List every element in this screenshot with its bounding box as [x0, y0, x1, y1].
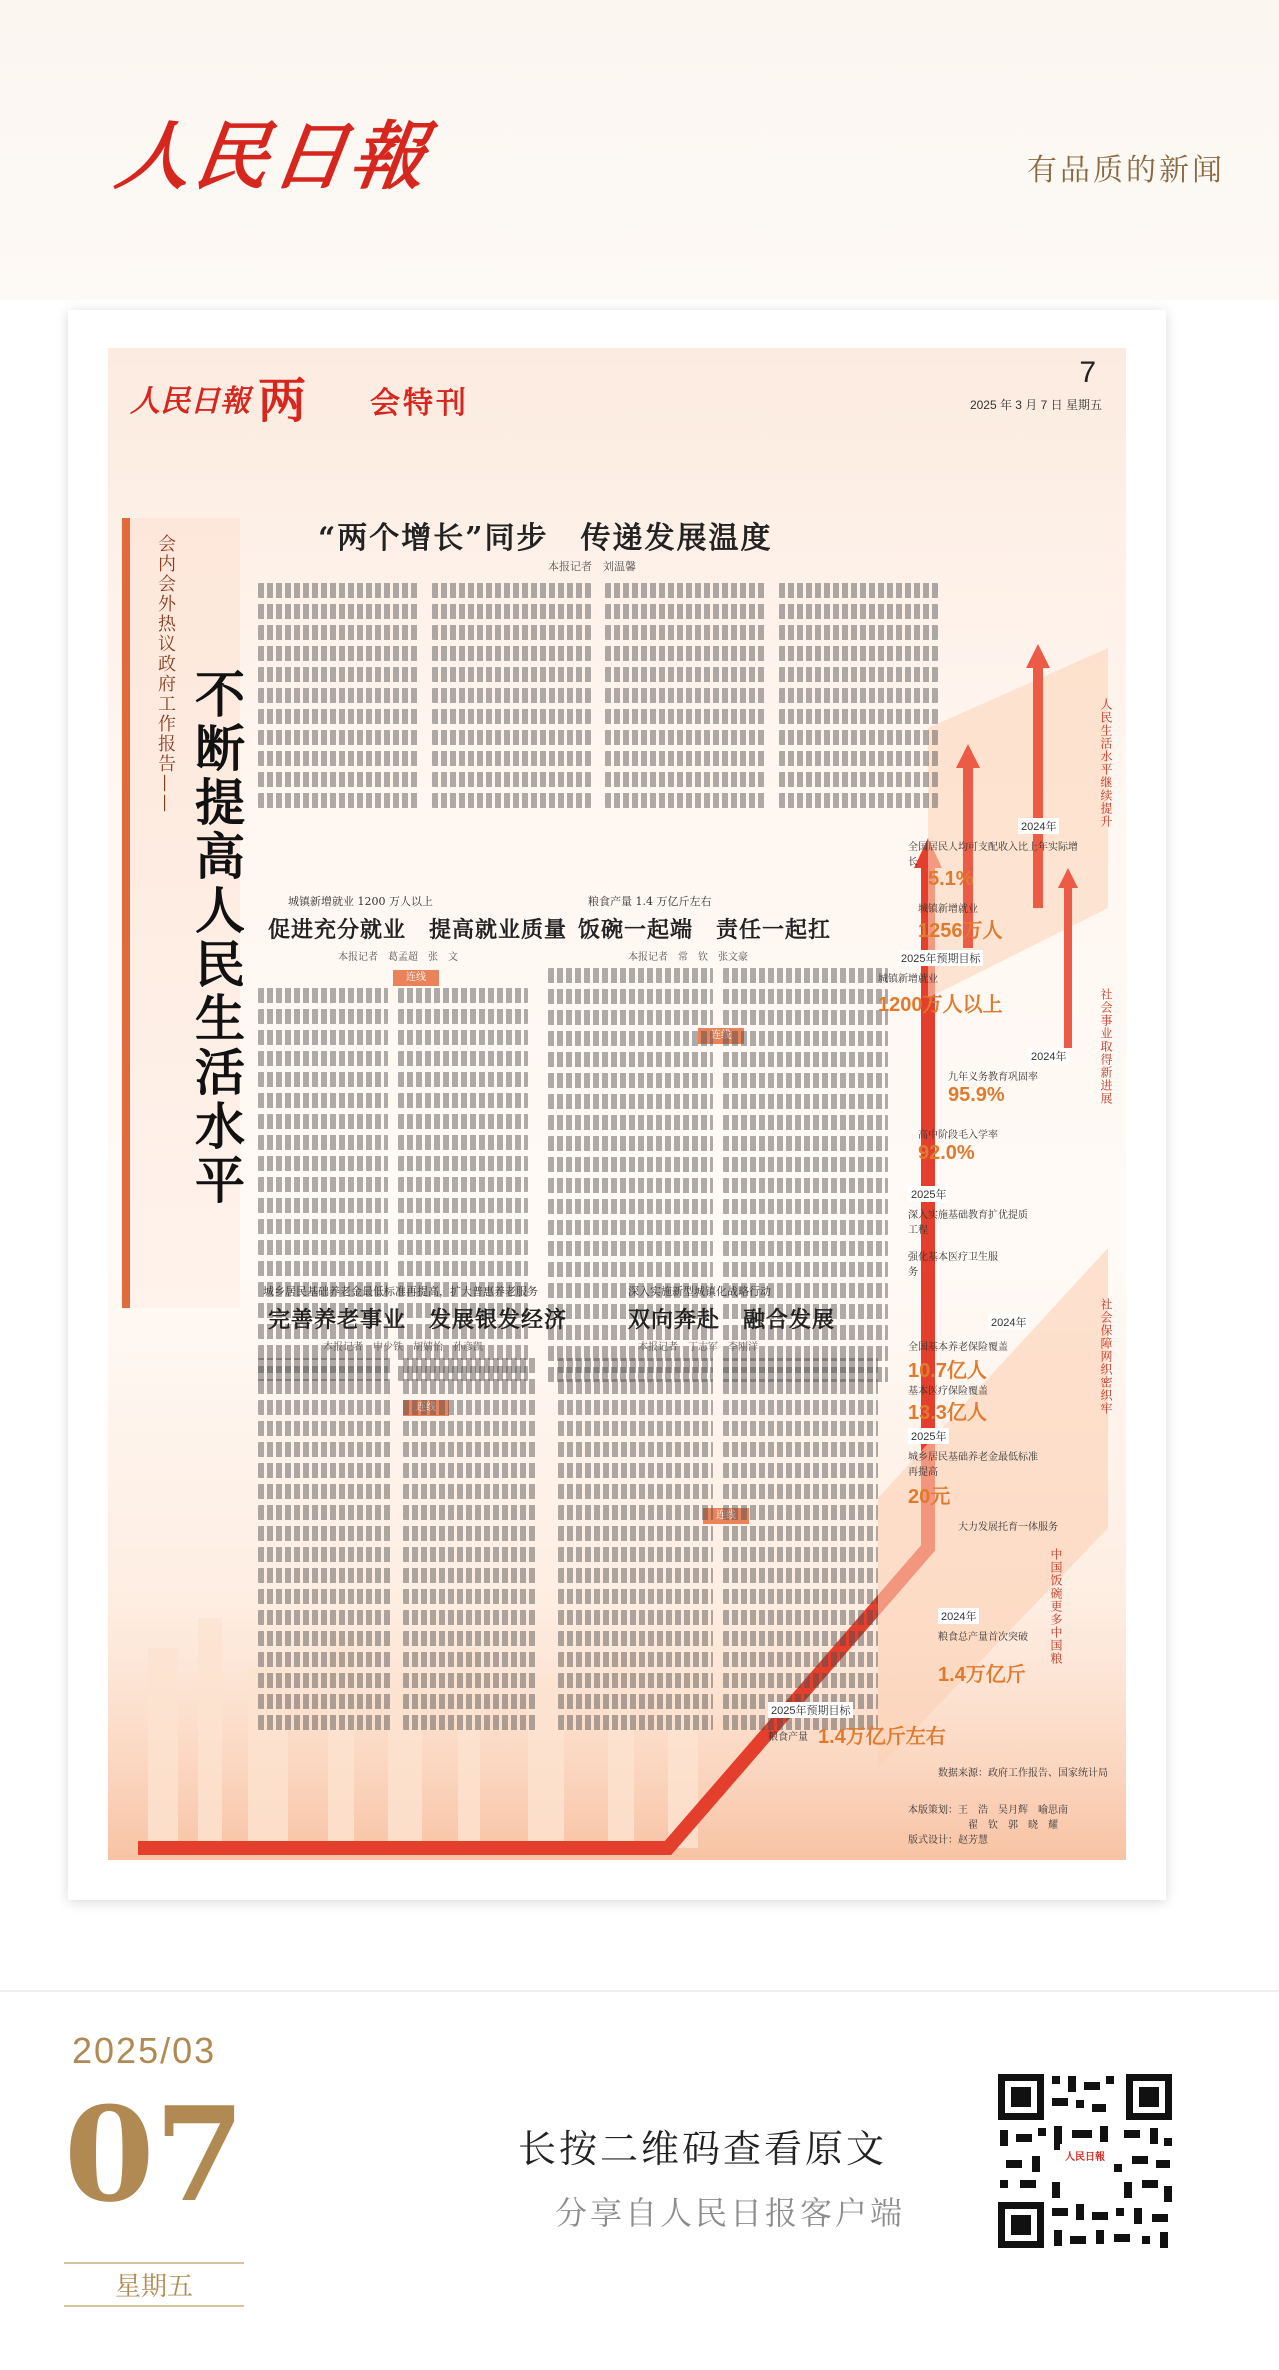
- vertical-subtitle: 会内会外热议政府工作报告——: [155, 534, 176, 814]
- info-value: 5.1%: [928, 868, 974, 890]
- section-kicker: 城乡居民基础养老金最低标准再提高，扩大普惠养老服务: [263, 1285, 538, 1298]
- section-byline: 本报记者 丁志军 李刚洋: [638, 1342, 758, 1353]
- newspaper-page: [108, 348, 1126, 1860]
- info-desc: 强化基本医疗卫生服务: [908, 1252, 998, 1278]
- section-tag: 连线: [403, 1400, 449, 1416]
- footer-year-month: 2025/03: [72, 2030, 217, 2071]
- info-year: 2025年: [908, 1186, 949, 1202]
- newspaper-card[interactable]: [68, 310, 1166, 1900]
- qr-code[interactable]: [992, 2068, 1178, 2254]
- info-value: 92.0%: [918, 1142, 975, 1164]
- section-kicker: 粮食产量 1.4 万亿斤左右: [588, 895, 712, 908]
- masthead-subtitle: 会特刊: [370, 386, 469, 421]
- share-source: 分享自人民日报客户端: [555, 2194, 906, 2232]
- section-title: 双向奔赴 融合发展: [628, 1307, 836, 1333]
- info-value: 10.7亿人: [908, 1360, 987, 1382]
- section-kicker: 深入实施新型城镇化战略行动: [628, 1285, 771, 1298]
- info-desc: 深入实施基础教育扩优提质工程: [908, 1210, 1028, 1236]
- info-desc: 粮食产量: [768, 1732, 808, 1743]
- info-desc: 全国基本养老保险覆盖: [908, 1342, 1008, 1353]
- info-desc: 粮食总产量首次突破: [938, 1632, 1028, 1643]
- section-byline: 本报记者 常 钦 张文豪: [628, 952, 748, 963]
- main-article-body: [258, 583, 938, 814]
- info-desc: 大力发展托育一体服务: [958, 1522, 1058, 1533]
- footer-day: 07: [64, 2078, 245, 2231]
- info-value: 1.4万亿斤左右: [818, 1726, 946, 1748]
- brand-logo: 人民日報: [111, 114, 436, 200]
- main-byline: 本报记者 刘温馨: [548, 560, 636, 573]
- qr-instruction: 长按二维码查看原文: [518, 2127, 888, 2171]
- info-year: 2025年: [908, 1428, 949, 1444]
- page-number: 7: [1079, 356, 1096, 389]
- credit-line: 翟 钦 郭 晓 耀: [908, 1820, 1058, 1831]
- vertical-title: 不断提高人民生活水平: [187, 668, 246, 1208]
- info-desc: 九年义务教育巩固率: [948, 1072, 1038, 1083]
- page-date: 2025 年 3 月 7 日 星期五: [969, 398, 1102, 412]
- section-body: [258, 1358, 538, 1736]
- section-tag: 连线: [698, 1028, 744, 1044]
- info-desc: 全国居民人均可支配收入比上年实际增长: [908, 842, 1078, 868]
- infographic-side-label: 社会事业取得新进展: [1099, 988, 1113, 1105]
- info-desc: 基本医疗保险覆盖: [908, 1386, 988, 1397]
- info-year: 2024年: [1028, 1048, 1069, 1064]
- info-year: 2024年: [938, 1608, 979, 1624]
- info-value: 20元: [908, 1486, 951, 1508]
- info-value: 13.3亿人: [908, 1402, 987, 1424]
- info-desc: 高中阶段毛入学率: [918, 1130, 998, 1141]
- infographic-side-label: 中国饭碗更多中国粮: [1049, 1548, 1063, 1665]
- info-year: 2024年: [988, 1314, 1029, 1330]
- info-year: 2024年: [1018, 818, 1059, 834]
- section-body: [558, 1358, 878, 1736]
- qr-center-logo: 人民日報: [1065, 2152, 1105, 2163]
- section-kicker: 城镇新增就业 1200 万人以上: [288, 895, 433, 908]
- footer-weekday: 星期五: [64, 2262, 244, 2307]
- info-year: 2025年预期目标: [898, 950, 983, 966]
- section-title: 完善养老事业 发展银发经济: [268, 1307, 568, 1333]
- section-byline: 本报记者 葛孟超 张 文: [338, 952, 458, 963]
- section-tag: 连线: [703, 1508, 749, 1524]
- masthead-logo: 人民日報: [130, 384, 250, 419]
- vertical-banner: [122, 518, 246, 1308]
- info-value: 1.4万亿斤: [938, 1664, 1026, 1686]
- info-desc: 城乡居民基础养老金最低标准再提高: [908, 1452, 1038, 1478]
- infographic-side-label: 社会保障网织密织牢: [1099, 1298, 1113, 1415]
- infographic-side-label: 人民生活水平继续提升: [1099, 698, 1113, 828]
- section-tag: 连线: [393, 970, 439, 986]
- masthead-title: 两: [258, 373, 309, 429]
- info-value: 95.9%: [948, 1084, 1005, 1106]
- credit-line: 本版策划：王 浩 吴月辉 喻思南: [908, 1805, 1068, 1816]
- info-desc: 城镇新增就业: [878, 974, 938, 985]
- brand-slogan: 有品质的新闻: [1027, 153, 1225, 188]
- info-value: 1256万人: [918, 920, 1003, 942]
- credits: [908, 1803, 1118, 1848]
- section-byline: 本报记者 申少铁 胡婧怡 孙彦凯: [323, 1342, 483, 1353]
- info-value: 1200万人以上: [878, 994, 1003, 1016]
- section-title: 促进充分就业 提高就业质量: [268, 917, 568, 943]
- info-desc: 城镇新增就业: [918, 904, 978, 915]
- data-source: 数据来源：政府工作报告、国家统计局: [938, 1768, 1108, 1779]
- credit-line: 版式设计：赵芳慧: [908, 1835, 988, 1846]
- main-headline: “两个增长”同步 传递发展温度: [318, 521, 773, 556]
- section-title: 饭碗一起端 责任一起扛: [578, 917, 832, 943]
- app-header: [0, 0, 1279, 300]
- info-year: 2025年预期目标: [768, 1702, 853, 1718]
